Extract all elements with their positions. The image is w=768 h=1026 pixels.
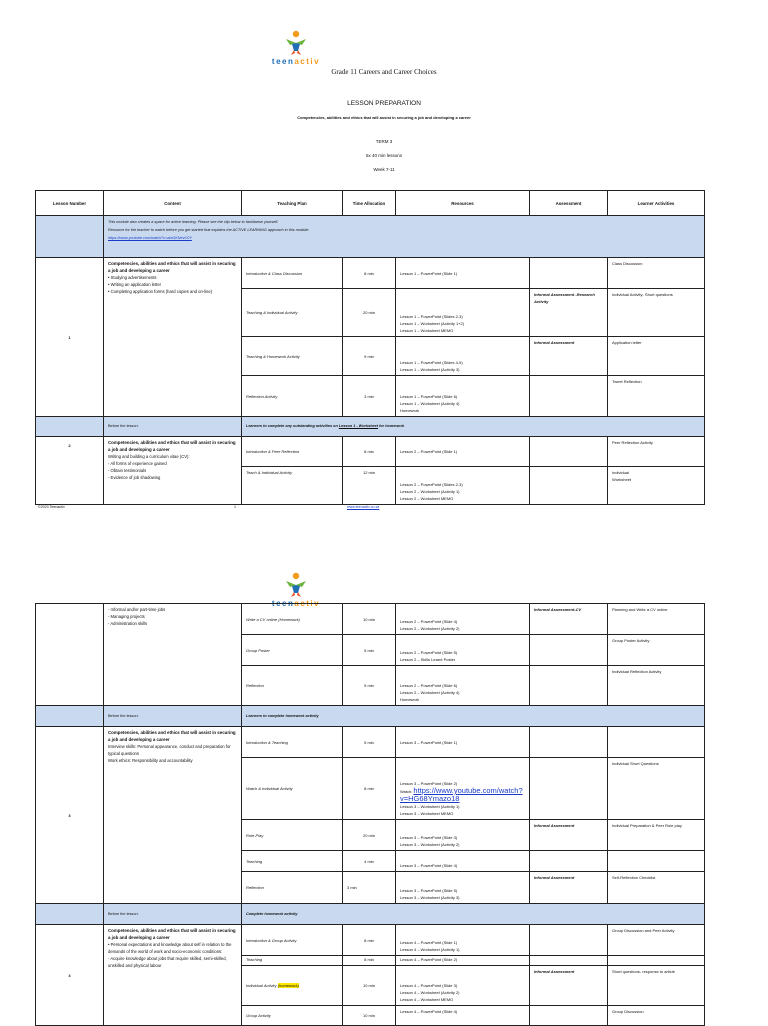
lesson-content (104, 604, 242, 706)
intro-video-link[interactable]: https://www.youtube.com/watch?v=aixGKNevC0Y (108, 236, 192, 240)
resources-cell: Lesson 2 – PowerPoint (Slide 1) (396, 437, 530, 467)
content-title: Competencies, abilities and ethics that will assist in securing a job and developing a career (108, 730, 236, 742)
content-line: - Administration skills (108, 621, 148, 626)
time-cell: 3 min (343, 872, 396, 904)
activity-cell: Group Discussion (608, 1006, 705, 1026)
assessment-cell (530, 1006, 608, 1026)
content-line: Writing and building a curriculum vitae (CV): (108, 454, 190, 459)
activity-cell: Individual Preparation & Peer Role play (608, 820, 705, 851)
table-header-row (36, 191, 705, 216)
assessment-cell (530, 758, 608, 820)
before-lesson-row (36, 706, 705, 727)
assessment-cell: Informal Assessment (530, 820, 608, 851)
lesson-number: 4 (36, 925, 104, 1026)
assessment-cell (530, 258, 608, 289)
assessment-cell: Informal Assessment -Research Activity (530, 289, 608, 337)
resources-cell: Lesson 3 – PowerPoint (Slide 3) Lesson 3 – Worksheet (Activity 2) (396, 820, 530, 851)
resources-cell: Lesson 3 – PowerPoint (Slide 4) (396, 851, 530, 872)
time-cell: 10 min (343, 1006, 396, 1026)
resources-cell: Lesson 4 – PowerPoint (Slide 4) (396, 1006, 530, 1026)
content-line: - Acquire knowledge about jobs that require skilled, semi-skilled, unskilled and physical labour (108, 956, 227, 968)
lesson-number: 3 (36, 727, 104, 904)
teaching-plan-cell: Watch & Individual Activity (242, 758, 343, 820)
time-cell: 5 min (343, 727, 396, 758)
teaching-plan-cell: Group Activity (242, 1006, 343, 1026)
assessment-cell (530, 437, 608, 467)
activity-cell (608, 851, 705, 872)
assessment-cell (530, 666, 608, 706)
table-row (36, 258, 705, 289)
table-row (36, 727, 705, 758)
lesson-plan-table-continued (35, 603, 705, 1026)
lesson-number: 2 (36, 437, 104, 505)
activity-cell: Tweet Reflection (608, 376, 705, 417)
intro-band-row (36, 216, 705, 258)
activity-cell: Group Discussion and Peer Activity (608, 925, 705, 956)
resources-cell: Lesson 1 – PowerPoint (Slides 4-5) Lesson 1 – Worksheet (Activity 3) (396, 337, 530, 376)
content-line: - Informal and/or part-time jobs (108, 607, 166, 612)
time-cell: 5 min (343, 635, 396, 666)
header-lesson-number: Lesson Number (36, 191, 104, 216)
resources-cell: Lesson 1 – PowerPoint (Slides 2-3) Lesson 1 – Worksheet (Activity 1+2) Lesson 1 – Worksheet MEMO (396, 289, 530, 337)
teaching-plan-cell: Write a CV online (Homework) (242, 604, 343, 635)
assessment-cell (530, 635, 608, 666)
before-lesson-row (36, 417, 705, 437)
header-teaching-plan: Teaching Plan (242, 191, 343, 216)
activity-cell: Individual Reflection Activity (608, 666, 705, 706)
assessment-cell (530, 727, 608, 758)
activity-cell: Class Discussion (608, 258, 705, 289)
activity-cell: Individual Short Questions (608, 758, 705, 820)
before-lesson-text: Learners to complete homework activity (242, 706, 705, 727)
content-title: Competencies, abilities and ethics that will assist in securing a job and developing a career (108, 261, 236, 273)
lesson-content (104, 437, 242, 505)
teaching-plan-cell: Group Poster (242, 635, 343, 666)
week-label: Week 7-11 (373, 167, 395, 172)
before-lesson-label: Before the lesson: (104, 706, 242, 727)
teaching-plan-cell: Teaching (242, 956, 343, 966)
header-learner-activities: Learner Activities (608, 191, 705, 216)
time-cell: 12 min (343, 467, 396, 505)
logo-word-teen: teen (271, 57, 295, 66)
intro-note (104, 216, 705, 258)
homework-highlight: (homework) (277, 983, 299, 988)
activity-cell: Application letter (608, 337, 705, 376)
teaching-plan-cell: Reflection (242, 666, 343, 706)
intro-line-1: This module also creates a space for active learning. Please see the clip below to familiarise yourself. (108, 220, 279, 224)
teaching-plan-cell: Introduction & Peer Reflection (242, 437, 343, 467)
intro-line-2: Resource for the teacher to watch before you get started that explains the ACTIVE LEARNING approach in this module: (108, 228, 310, 232)
assessment-cell (530, 467, 608, 505)
footer-page-number: 1 (234, 505, 236, 509)
resources-cell: Lesson 4 – PowerPoint (Slide 1) Lesson 4 – Worksheet (Activity 1) (396, 925, 530, 956)
content-line: - Evidence of job shadowing (108, 475, 161, 480)
teaching-plan-cell: Introduction & Class Discussion (242, 258, 343, 289)
resources-cell: Lesson 4 – PowerPoint (Slide 2) (396, 956, 530, 966)
lesson-content (104, 925, 242, 1026)
lesson-content (104, 727, 242, 904)
before-lesson-text: Complete homework activity (242, 904, 705, 925)
teaching-plan-cell: Individual Activity (homework) (242, 966, 343, 1006)
assessment-cell (530, 376, 608, 417)
content-title: Competencies, abilities and ethics that will assist in securing a job and developing a career (108, 928, 236, 940)
logo-figure-icon (256, 572, 336, 598)
before-lesson-label: Before the lesson: (104, 904, 242, 925)
lesson-number: 1 (36, 258, 104, 417)
document-title: Grade 11 Careers and Career Choices (331, 68, 437, 76)
time-cell: 3 min (343, 376, 396, 417)
assessment-cell: Informal Assessment-CV (530, 604, 608, 635)
header-content: Content (104, 191, 242, 216)
resources-cell: Lesson 3 – PowerPoint (Slide 1) (396, 727, 530, 758)
lesson-plan-table (35, 190, 705, 505)
logo-figure-icon (256, 30, 336, 56)
activity-cell (608, 727, 705, 758)
teaching-plan-cell: Teaching & Individual Activity (242, 289, 343, 337)
content-line: • Studying advertisements (108, 275, 157, 280)
content-line: Work ethics: Responsibility and accountability (108, 758, 193, 763)
resources-cell: Lesson 1 – PowerPoint (Slide 6) Lesson 1 – Worksheet (Activity 4) Homework (396, 376, 530, 417)
teaching-plan-cell: Role-Play (242, 820, 343, 851)
teaching-plan-cell: Reflection Activity (242, 376, 343, 417)
resources-cell: Lesson 1 – PowerPoint (Slide 1) (396, 258, 530, 289)
assessment-cell: Informal Assessment (530, 966, 608, 1006)
lessons-label: 5x 40 min lessons (365, 153, 403, 158)
resources-cell: Lesson 2 – PowerPoint (Slide 5) Lesson 2 – Skills Learnt Poster (396, 635, 530, 666)
resources-cell: Lesson 2 – PowerPoint (Slide 4) Lesson 2 – Worksheet (Activity 2) (396, 604, 530, 635)
before-lesson-label: Before the lesson: (104, 417, 242, 437)
before-lesson-row (36, 904, 705, 925)
lesson-content (104, 258, 242, 417)
footer-copyright: ©2023 Teenactiv (38, 505, 65, 509)
content-line: - Obtain testimonials (108, 468, 147, 473)
content-line: • Completing application forms (hard copies and on-line) (108, 289, 213, 294)
table-row (36, 925, 705, 956)
content-line: - Managing projects (108, 614, 145, 619)
resources-cell: Lesson 3 – PowerPoint (Slide 5) Lesson 3 – Worksheet (Activity 3) (396, 872, 530, 904)
logo-word-activ: activ (294, 57, 321, 66)
activity-cell (608, 956, 705, 966)
time-cell: 8 min (343, 258, 396, 289)
assessment-cell (530, 925, 608, 956)
content-line: • Personal expectations and knowledge about self in relation to the demands of the world of work and socio-economic conditions: (108, 942, 232, 954)
time-cell: 20 min (343, 289, 396, 337)
activity-cell: Individual Activity- Short questions (608, 289, 705, 337)
footer-website-link[interactable]: www.teenactiv.co.za (347, 505, 380, 509)
time-cell: 10 min (343, 604, 396, 635)
teaching-plan-cell: Reflection (242, 872, 343, 904)
activity-cell: Short questions- response to article (608, 966, 705, 1006)
logo-word-teen: teen (271, 599, 295, 608)
logo-word-activ: activ (294, 599, 321, 608)
lesson-subtitle: Competencies, abilities and ethics that will assist in securing a job and developing a career (297, 115, 471, 120)
resources-cell: Lesson 2 – PowerPoint (Slides 2-3) Lesson 2 – Worksheet (Activity 1) Lesson 2 – Worksheet MEMO (396, 467, 530, 505)
activity-cell: Peer Reflection Activity (608, 437, 705, 467)
header-assessment: Assessment (530, 191, 608, 216)
time-cell: 20 min (343, 820, 396, 851)
teaching-plan-cell: Introduction & Group Activity (242, 925, 343, 956)
content-line: • Writing an application letter (108, 282, 162, 287)
time-cell: 8 min (343, 956, 396, 966)
time-cell: 8 min (343, 437, 396, 467)
table-row (36, 437, 705, 467)
time-cell: 8 min (343, 925, 396, 956)
youtube-video-link[interactable]: https://www.youtube.com/watch?v=HG68Ymazo18 (400, 786, 523, 803)
content-line: - All forms of experience gained (108, 461, 167, 466)
time-cell: 5 min (343, 666, 396, 706)
resources-cell: Lesson 2 – PowerPoint (Slide 6) Lesson 2 – Worksheet (Activity 4) Homework (396, 666, 530, 706)
resources-cell: Lesson 4 – PowerPoint (Slide 3) Lesson 4 – Worksheet (Activity 2) Lesson 4 – Worksheet MEMO (396, 966, 530, 1006)
teaching-plan-cell: Introduction & Teaching (242, 727, 343, 758)
resources-cell: Lesson 3 – PowerPoint (Slide 2) Watch: https://www.youtube.com/watch?v=HG68Ymazo18 Lesson 3 – Worksheet (Activity 1) Lesson 3 – Worksheet MEMO (396, 758, 530, 820)
teaching-plan-cell: Teaching (242, 851, 343, 872)
activity-cell: Individual Worksheet (608, 467, 705, 505)
teaching-plan-cell: Teaching & Homework Activity (242, 337, 343, 376)
time-cell: 4 min (343, 851, 396, 872)
teaching-plan-cell: Teach & Individual Activity (242, 467, 343, 505)
assessment-cell: Informal Assessment (530, 872, 608, 904)
assessment-cell (530, 851, 608, 872)
time-cell: 8 min (343, 758, 396, 820)
header-time-allocation: Time Allocation (343, 191, 396, 216)
assessment-cell (530, 956, 608, 966)
teenactiv-logo (256, 30, 336, 66)
activity-cell: Planning and Write a CV online (608, 604, 705, 635)
time-cell: 9 min (343, 337, 396, 376)
activity-cell: Group Poster Activity (608, 635, 705, 666)
time-cell: 10 min (343, 966, 396, 1006)
content-line: Interview skills: Personal appearance, conduct and preparation for typical questions (108, 744, 231, 756)
table-row (36, 604, 705, 635)
assessment-cell: Informal Assessment (530, 337, 608, 376)
activity-cell: Self-Reflection Checklist (608, 872, 705, 904)
content-title: Competencies, abilities and ethics that will assist in securing a job and developing a career (108, 440, 236, 452)
document-page-2 (0, 560, 768, 1024)
before-lesson-text: Learners to complete any outstanding activities on Lesson 1 - Worksheet for homework (242, 417, 705, 437)
header-resources: Resources (396, 191, 530, 216)
term-label: TERM 3 (375, 139, 393, 144)
section-heading: LESSON PREPARATION (347, 100, 421, 107)
